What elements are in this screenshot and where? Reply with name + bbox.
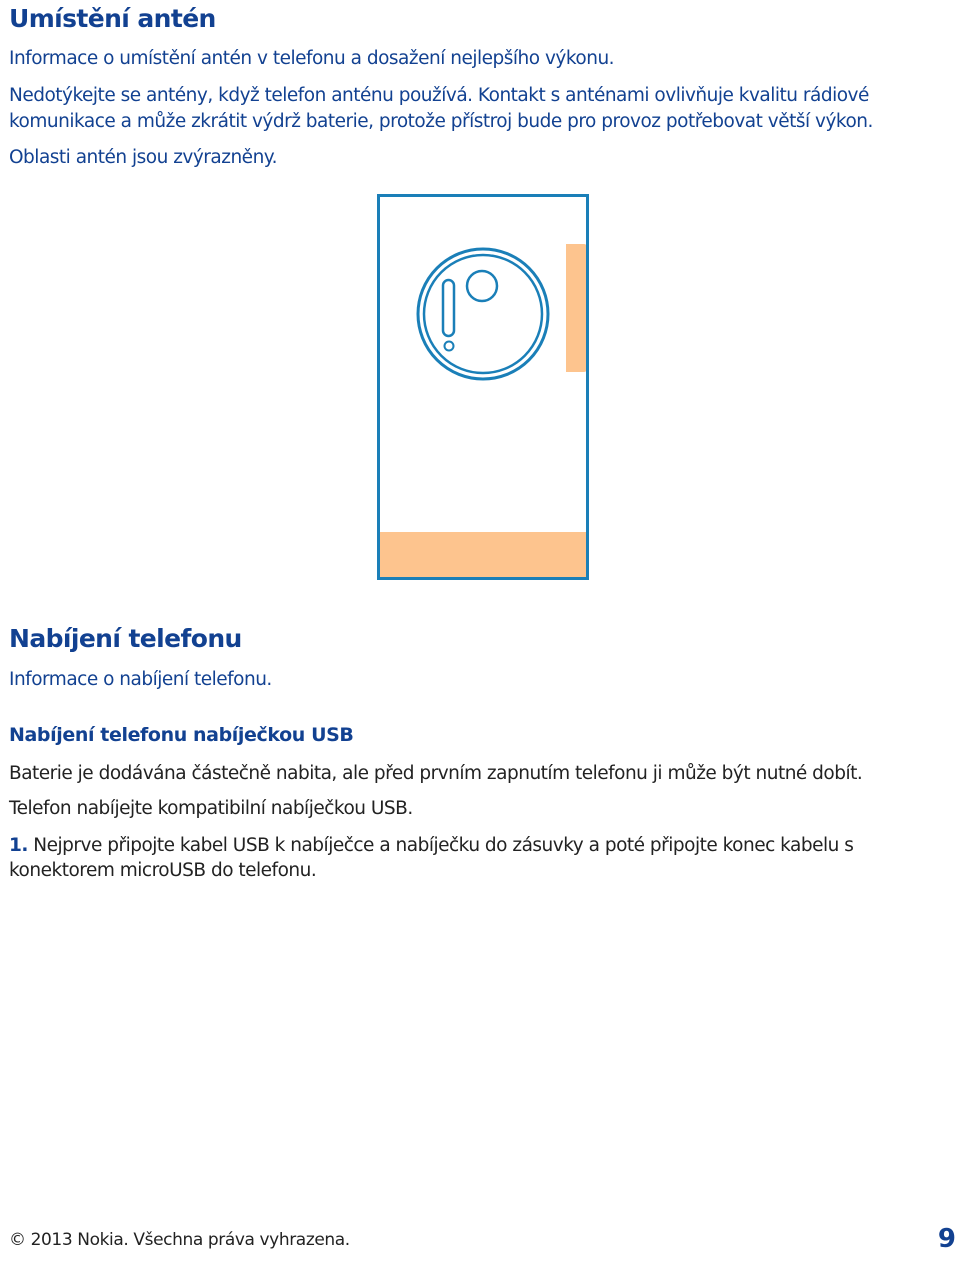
phone-antenna-diagram [370,188,600,588]
body-line: Oblasti antén jsou zvýrazněny. [9,147,277,168]
section-lead-charging: Informace o nabíjení telefonu. [9,669,272,690]
step-number: 1. [9,835,28,856]
paragraph: Telefon nabíjejte kompatibilní nabíječkou USB. [9,798,413,819]
section-lead-antennas: Informace o umístění antén v telefonu a dosažení nejlepšího výkonu. [9,48,615,69]
body-line: komunikace a může zkrátit výdrž baterie, protože přístroj bude pro provoz potřebovat větší výkon. [9,111,873,132]
copyright: © 2013 Nokia. Všechna práva vyhrazena. [9,1230,350,1250]
camera-module-icon [418,249,548,379]
paragraph: Baterie je dodávána částečně nabita, ale před prvním zapnutím telefonu ji může být nutné dobít. [9,763,863,784]
antenna-area-side [566,244,587,372]
step-text: Nejprve připojte kabel USB k nabíječce a nabíječku do zásuvky a poté připojte konec kabelu s konektorem microUSB do telefonu. [9,835,854,881]
antenna-area-bottom [379,532,587,578]
subsection-title-usb: Nabíjení telefonu nabíječkou USB [9,724,354,746]
phone-outline [379,196,588,579]
page-number: 9 [937,1224,956,1254]
section-title-charging: Nabíjení telefonu [9,624,242,653]
body-line: Nedotýkejte se antény, když telefon anténu používá. Kontakt s anténami ovlivňuje kvalitu rádiové [9,85,869,106]
step-item [9,833,954,883]
section-title-antennas: Umístění antén [9,4,216,33]
